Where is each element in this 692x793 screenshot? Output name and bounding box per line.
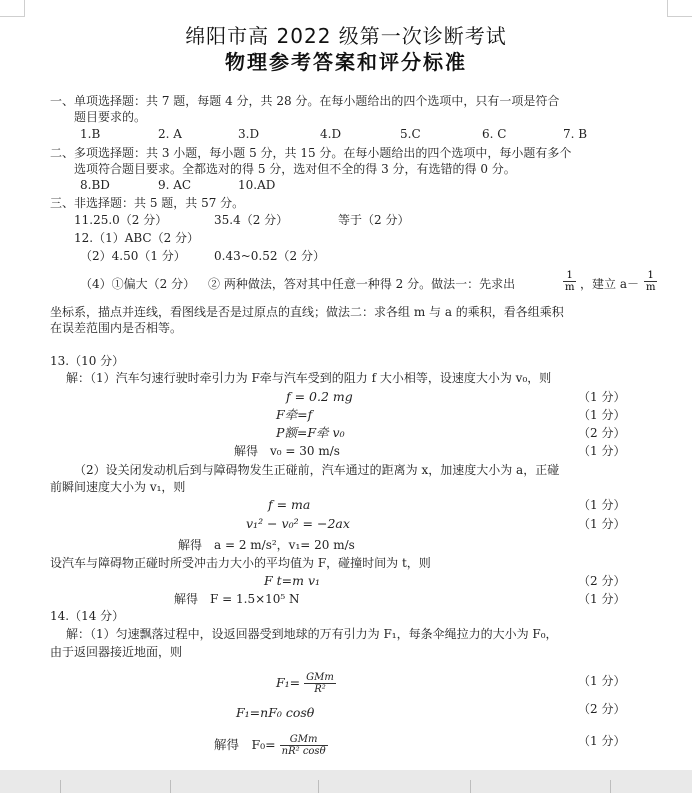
answer-8: 8.BD bbox=[80, 178, 110, 192]
answer-6: 6. C bbox=[482, 127, 507, 141]
score-mark: （1 分） bbox=[578, 408, 626, 422]
q14-result-F0-lhs: 解得 F₀= bbox=[214, 737, 276, 752]
q14-heading: 14.（14 分） bbox=[50, 609, 125, 623]
q14-result-F0 bbox=[214, 734, 328, 757]
q14-paragraph-1-cont: 由于返回器接近地面，则 bbox=[50, 645, 183, 659]
q13-paragraph-3: 设汽车与障碍物正碰时所受冲击力大小的平均值为 F，碰撞时间为 t，则 bbox=[50, 556, 431, 570]
document-title: 绵阳市高 2022 级第一次诊断考试 bbox=[185, 24, 507, 48]
q12-part4-c: ，建立 a－ bbox=[580, 277, 639, 291]
fraction-denominator: R² bbox=[314, 684, 326, 695]
q12-part2-b: 0.43~0.52（2 分） bbox=[214, 249, 325, 263]
q11-answer-c: 等于（2 分） bbox=[338, 213, 410, 227]
score-mark: （2 分） bbox=[578, 702, 626, 716]
section2-heading-cont: 选项符合题目要求。全都选对的得 5 分，选对但不全的得 3 分，有选错的得 0 分。 bbox=[74, 162, 516, 176]
q13-eq-power: P额=F牵 v₀ bbox=[276, 425, 345, 440]
score-mark: （2 分） bbox=[578, 574, 626, 588]
q13-eq-friction: f = 0.2 mg bbox=[286, 389, 353, 404]
fraction-1-over-m-axis bbox=[644, 270, 657, 293]
q12-part4-b: ② 两种做法，答对其中任意一种得 2 分。做法一：先求出 bbox=[208, 277, 516, 291]
q14-eq-tension: F₁=nF₀ cosθ bbox=[236, 705, 315, 720]
section1-heading: 一、单项选择题：共 7 题，每题 4 分，共 28 分。在每小题给出的四个选项中，只有一项是符合 bbox=[50, 94, 560, 108]
q13-eq-newton: f = ma bbox=[268, 497, 311, 512]
answer-2: 2. A bbox=[158, 127, 182, 141]
q12-part2-a: （2）4.50（1 分） bbox=[80, 249, 186, 263]
fraction-denominator: m bbox=[565, 282, 575, 293]
q14-result-F0-fraction bbox=[280, 734, 328, 757]
q13-paragraph-2: （2）设关闭发动机后到与障碍物发生正碰前，汽车通过的距离为 x，加速度大小为 a，正碰 bbox=[74, 463, 560, 477]
q12-part4-cont2: 在误差范围内是否相等。 bbox=[50, 321, 183, 335]
score-mark: （2 分） bbox=[578, 426, 626, 440]
q12-part1: 12.（1）ABC（2 分） bbox=[74, 231, 200, 245]
page-corner-left bbox=[0, 0, 25, 17]
answer-4: 4.D bbox=[320, 127, 342, 141]
answer-10: 10.AD bbox=[238, 178, 276, 192]
fraction-denominator: nR² cosθ bbox=[281, 746, 326, 757]
document-subtitle: 物理参考答案和评分标准 bbox=[225, 50, 467, 74]
q13-paragraph-2-cont: 前瞬间速度大小为 v₁，则 bbox=[50, 480, 186, 494]
divider bbox=[610, 780, 611, 793]
section3-heading: 三、非选择题：共 5 题，共 57 分。 bbox=[50, 196, 245, 210]
q13-result-F: 解得 F = 1.5×10⁵ N bbox=[174, 592, 300, 606]
q13-eq-traction: F牵=f bbox=[276, 407, 313, 422]
q14-eq-gravity bbox=[276, 672, 336, 695]
q11-answer-a: 11.25.0（2 分） bbox=[74, 213, 168, 227]
q13-eq-kinematics: v₁² − v₀² = −2ax bbox=[246, 516, 350, 531]
answer-3: 3.D bbox=[238, 127, 260, 141]
q13-result-v0: 解得 v₀ = 30 m/s bbox=[234, 444, 340, 458]
page-corner-right bbox=[667, 0, 692, 17]
fraction-1-over-m bbox=[563, 270, 576, 293]
fraction-numerator: GMm bbox=[306, 672, 334, 683]
score-mark: （1 分） bbox=[578, 674, 626, 688]
divider bbox=[470, 780, 471, 793]
divider bbox=[170, 780, 171, 793]
score-mark: （1 分） bbox=[578, 592, 626, 606]
fraction-numerator: 1 bbox=[644, 270, 657, 282]
q14-eq-gravity-fraction bbox=[304, 672, 336, 695]
q14-paragraph-1: 解：（1）匀速飘落过程中，设返回器受到地球的万有引力为 F₁，每条伞绳拉力的大小为 F₀， bbox=[66, 627, 558, 641]
score-mark: （1 分） bbox=[578, 734, 626, 748]
score-mark: （1 分） bbox=[578, 517, 626, 531]
fraction-numerator: GMm bbox=[280, 734, 328, 746]
answer-5: 5.C bbox=[400, 127, 421, 141]
q13-result-a-v1: 解得 a = 2 m/s²，v₁= 20 m/s bbox=[178, 538, 355, 552]
score-mark: （1 分） bbox=[578, 390, 626, 404]
q12-part4-a: （4）①偏大（2 分） bbox=[80, 277, 196, 291]
fraction-denominator: m bbox=[646, 282, 656, 293]
divider bbox=[318, 780, 319, 793]
q11-answer-b: 35.4（2 分） bbox=[214, 213, 289, 227]
answer-7: 7. B bbox=[563, 127, 588, 141]
q12-part4-cont1: 坐标系，描点并连线，看图线是否是过原点的直线；做法二：求各组 m 与 a 的乘积，看各组乘积 bbox=[50, 305, 564, 319]
q14-eq-gravity-lhs: F₁= bbox=[276, 675, 301, 690]
score-mark: （1 分） bbox=[578, 498, 626, 512]
section1-heading-cont: 题目要求的。 bbox=[74, 110, 147, 124]
section2-heading: 二、多项选择题：共 3 小题，每小题 5 分，共 15 分。在每小题给出的四个选项中，每小题有多个 bbox=[50, 146, 572, 160]
fraction-numerator: 1 bbox=[563, 270, 576, 282]
q13-paragraph-1: 解：（1）汽车匀速行驶时牵引力为 F牵与汽车受到的阻力 f 大小相等，设速度大小为 v₀，则 bbox=[66, 371, 552, 385]
divider bbox=[60, 780, 61, 793]
answer-1: 1.B bbox=[80, 127, 101, 141]
score-mark: （1 分） bbox=[578, 444, 626, 458]
q13-heading: 13.（10 分） bbox=[50, 354, 125, 368]
page-bottom-strip bbox=[0, 770, 692, 793]
answer-9: 9. AC bbox=[158, 178, 192, 192]
q13-eq-impulse: F t=m v₁ bbox=[264, 573, 321, 588]
